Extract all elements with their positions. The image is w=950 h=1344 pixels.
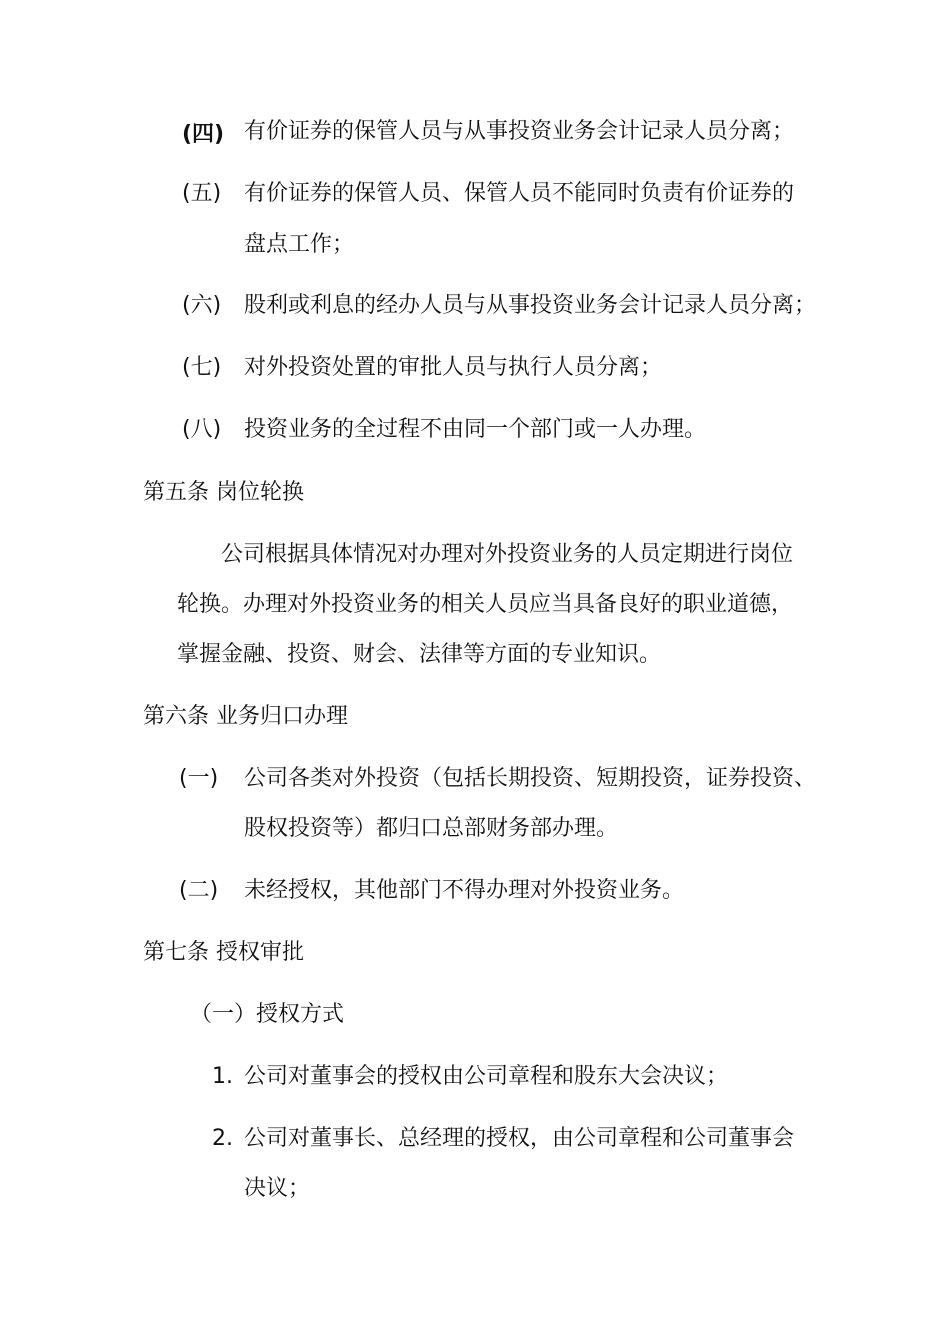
item-text: 股权投资等）都归口总部财务部办理。	[244, 816, 619, 841]
item-text: 股利或利息的经办人员与从事投资业务会计记录人员分离；	[244, 293, 817, 318]
item-text: 公司各类对外投资（包括长期投资、短期投资，证券投资、	[244, 766, 817, 791]
item-text: 盘点工作；	[244, 232, 355, 257]
article-heading: 第五条 岗位轮换	[143, 480, 304, 505]
item-text: 对外投资处置的审批人员与执行人员分离；	[244, 355, 663, 380]
paragraph-line: 公司根据具体情况对办理对外投资业务的人员定期进行岗位	[221, 542, 794, 567]
paragraph-line: 轮换。办理对外投资业务的相关人员应当具备良好的职业道德，	[177, 592, 794, 617]
item-label: (四)	[182, 122, 225, 147]
item-label: 1.	[212, 1064, 233, 1089]
item-label: (一)	[179, 766, 219, 791]
item-label: 2.	[212, 1126, 233, 1151]
item-label: (六)	[182, 293, 222, 318]
item-text: 有价证券的保管人员、保管人员不能同时负责有价证券的	[244, 181, 795, 206]
item-text: 公司对董事长、总经理的授权，由公司章程和公司董事会	[244, 1126, 795, 1151]
item-text: 决议；	[244, 1176, 311, 1201]
item-text: 公司对董事会的授权由公司章程和股东大会决议；	[244, 1064, 729, 1089]
item-text: 未经授权，其他部门不得办理对外投资业务。	[244, 878, 685, 903]
item-label: (二)	[179, 878, 219, 903]
paragraph-line: 掌握金融、投资、财会、法律等方面的专业知识。	[177, 642, 662, 667]
item-label: (八)	[182, 417, 222, 442]
article-heading: 第六条 业务归口办理	[143, 704, 348, 729]
item-label: (五)	[182, 181, 222, 206]
sub-heading: （一）授权方式	[190, 1002, 345, 1027]
item-label: (七)	[182, 355, 222, 380]
item-text: 投资业务的全过程不由同一个部门或一人办理。	[244, 417, 707, 442]
item-text: 有价证券的保管人员与从事投资业务会计记录人员分离；	[244, 119, 795, 144]
article-heading: 第七条 授权审批	[143, 940, 304, 965]
